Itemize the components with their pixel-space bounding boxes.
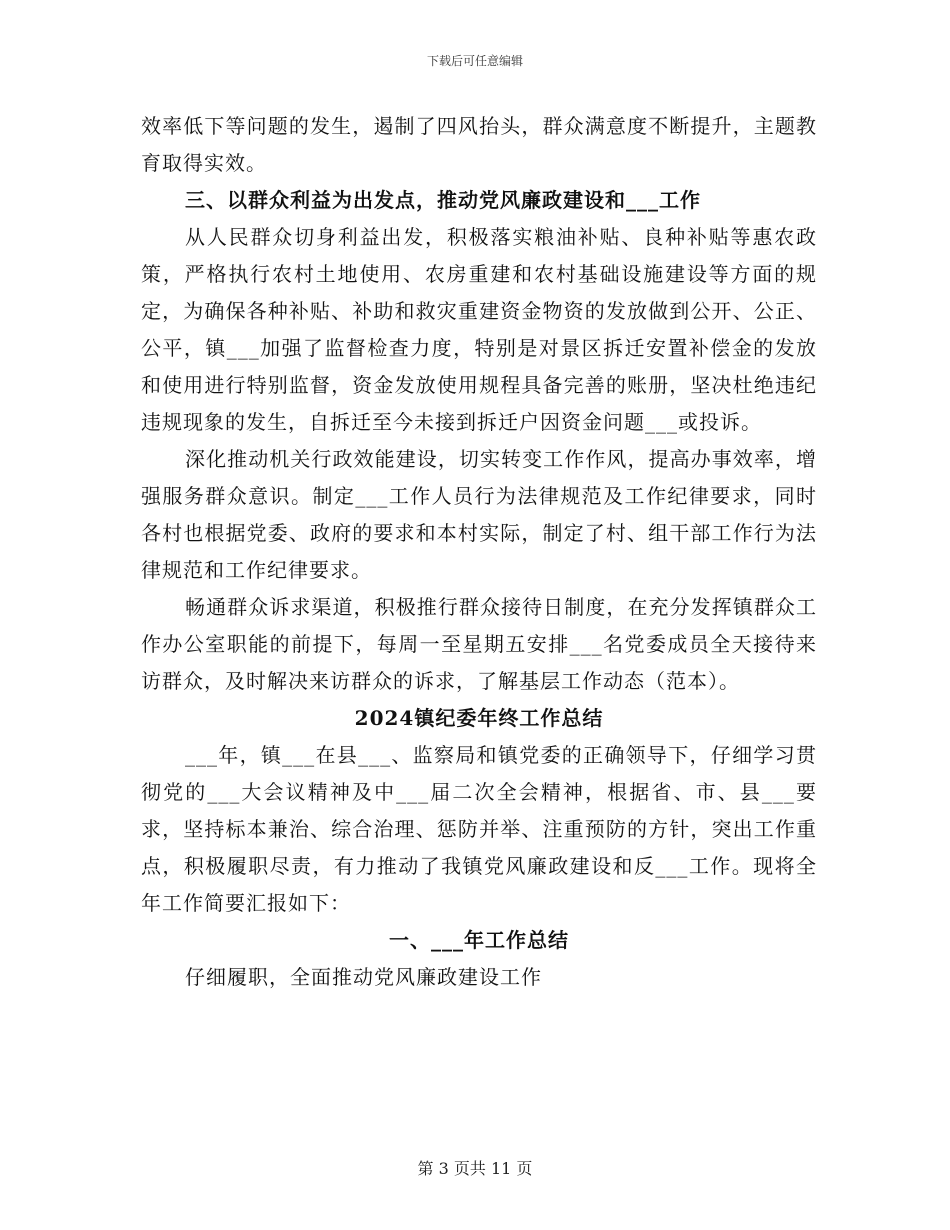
document-title: 2024镇纪委年终工作总结 — [354, 706, 604, 730]
document-body — [141, 108, 817, 996]
paragraph-intro: ___年，镇___在县___、监察局和镇党委的正确领导下，仔细学习贯彻党的___大会议精神及中___届二次全会精神，根据省、市、县___要求，坚持标本兼治、综合治理、惩防并举、注重预防的方针，突出工作重点，积极履职尽责，有力推动了我镇党风廉政建设和反___工作。现将全年工作简要汇报如下： — [141, 743, 817, 915]
paragraph-efficiency-building: 深化推动机关行政效能建设，切实转变工作作风，提高办事效率，增强服务群众意识。制定___工作人员行为法律规范及工作纪律要求，同时各村也根据党委、政府的要求和本村实际，制定了村、组干部工作行为法律规范和工作纪律要求。 — [141, 447, 817, 582]
page-footer: 第 3 页共 11 页 — [417, 1159, 533, 1178]
paragraph-subheading: 仔细履职，全面推动党风廉政建设工作 — [185, 965, 542, 989]
section-heading-three: 三、以群众利益为出发点，推动党风廉政建设和___工作 — [185, 188, 701, 212]
section-heading-one: 一、___年工作总结 — [389, 928, 569, 952]
paragraph-subsidy-supervision: 从人民群众切身利益出发，积极落实粮油补贴、良种补贴等惠农政策，严格执行农村土地使用、农房重建和农村基础设施建设等方面的规定，为确保各种补贴、补助和救灾重建资金物资的发放做到公开、公正、公平，镇___加强了监督检查力度，特别是对景区拆迁安置补偿金的发放和使用进行特别监督，资金发放使用规程具备完善的账册，坚决杜绝违纪违规现象的发生，自拆迁至今未接到拆迁户因资金问题___或投诉。 — [141, 225, 817, 434]
paragraph-continuation: 效率低下等问题的发生，遏制了四风抬头，群众满意度不断提升，主题教育取得实效。 — [141, 114, 817, 175]
paragraph-petition-channels: 畅通群众诉求渠道，积极推行群众接待日制度，在充分发挥镇群众工作办公室职能的前提下，每周一至星期五安排___名党委成员全天接待来访群众，及时解决来访群众的诉求，了解基层工作动态（范本）。 — [141, 595, 817, 693]
header-note: 下载后可任意编辑 — [426, 54, 523, 68]
